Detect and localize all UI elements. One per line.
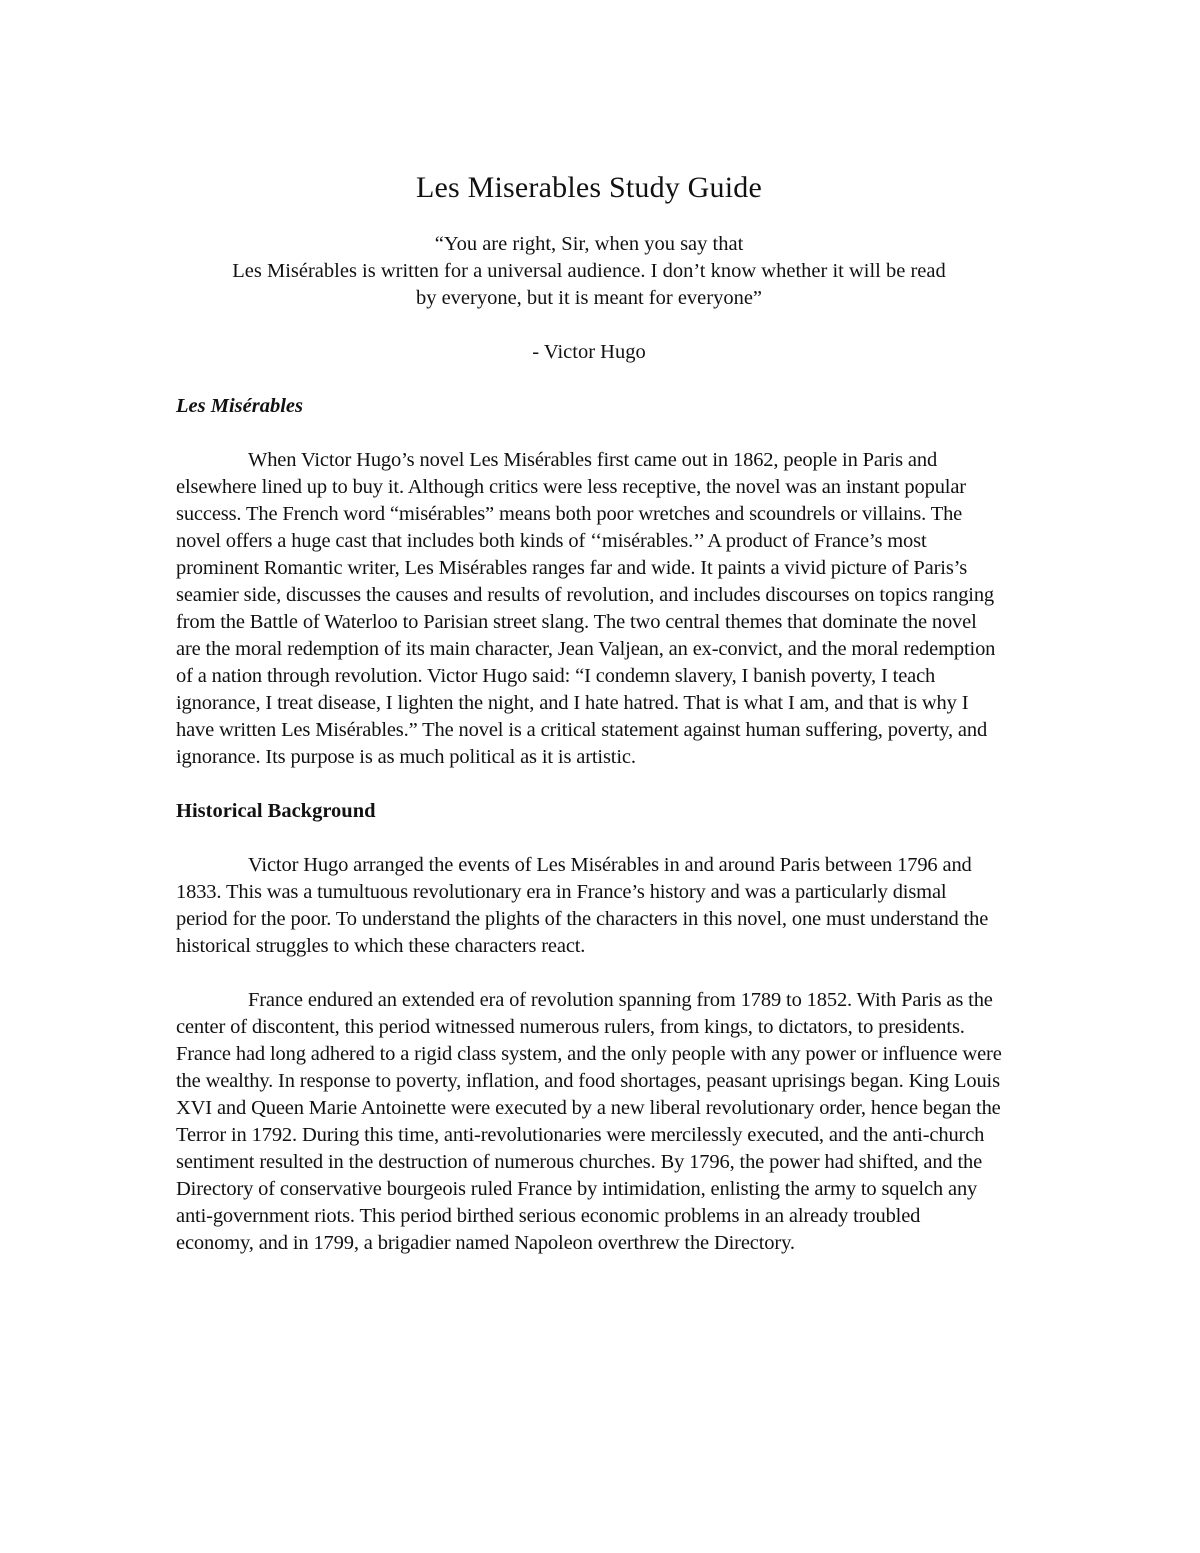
body-paragraph: France endured an extended era of revolution spanning from 1789 to 1852. With Paris as the center of discontent, this period witnessed numerous rulers, from kings, to dictators, to presidents. France had long adhered to a rigid class system, and the only people with any power or influence were the wealthy. In response to poverty, inflation, and food shortages, peasant uprisings began. King Louis XVI and Queen Marie Antoinette were executed by a new liberal revolutionary order, hence began the Terror in 1792. During this time, anti-revolutionaries were mercilessly executed, and the anti-church sentiment resulted in the destruction of numerous churches. By 1796, the power had shifted, and the Directory of conservative bourgeois ruled France by intimidation, enlisting the army to squelch any anti-government riots. This period birthed serious economic problems in an already troubled economy, and in 1799, a brigadier named Napoleon overthrew the Directory. (176, 989, 1002, 1254)
section-heading-historical-background: Historical Background (176, 800, 376, 822)
epigraph-quote (176, 231, 1002, 312)
body-paragraph: When Victor Hugo’s novel Les Misérables first came out in 1862, people in Paris and elsewhere lined up to buy it. Although critics were less receptive, the novel was an instant popular success. The French word “misérables” means both poor wretches and scoundrels or villains. The novel offers a huge cast that includes both kinds of ‘‘misérables.’’ A product of France’s most prominent Romantic writer, Les Misérables ranges far and wide. It paints a vivid picture of Paris’s seamier side, discusses the causes and results of revolution, and includes discourses on topics ranging from the Battle of Waterloo to Parisian street slang. The two central themes that dominate the novel are the moral redemption of its main character, Jean Valjean, an ex-convict, and the moral redemption of a nation through revolution. Victor Hugo said: “I condemn slavery, I banish poverty, I teach ignorance, I treat disease, I lighten the night, and I hate hatred. That is what I am, and that is why I have written Les Misérables.” The novel is a critical statement against human suffering, poverty, and ignorance. Its purpose is as much political as it is artistic. (176, 449, 996, 768)
body-paragraph: Victor Hugo arranged the events of Les Misérables in and around Paris between 1796 and 1833. This was a tumultuous revolutionary era in France’s history and was a particularly dismal period for the poor. To understand the plights of the characters in this novel, one must understand the historical struggles to which these characters react. (176, 854, 989, 957)
document-title: Les Miserables Study Guide (416, 171, 762, 204)
epigraph-line: “You are right, Sir, when you say that (434, 233, 744, 255)
section-heading-les-miserables: Les Misérables (176, 395, 303, 417)
epigraph-attribution: - Victor Hugo (532, 341, 646, 363)
epigraph-line: Les Misérables is written for a universal audience. I don’t know whether it will be read (232, 260, 946, 282)
epigraph-line: by everyone, but it is meant for everyone” (415, 287, 763, 309)
